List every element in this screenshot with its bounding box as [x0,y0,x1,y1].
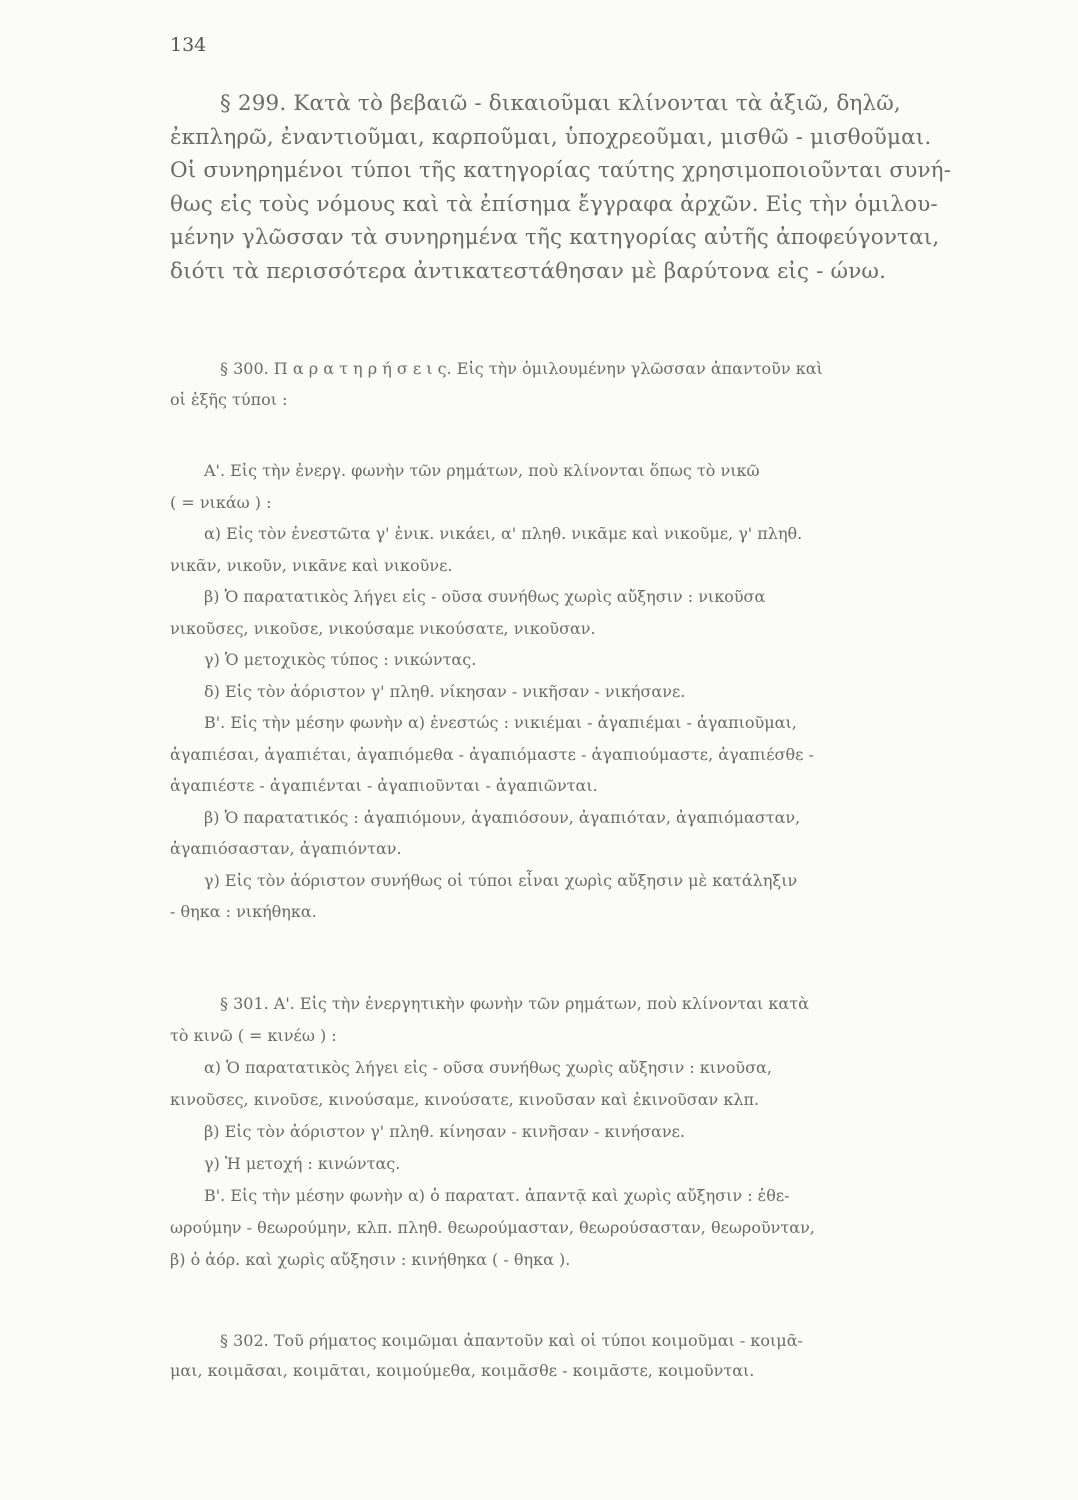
section-300-heading [170,353,1035,415]
section-302 [170,1326,1035,1386]
text-line: Β'. Εἰς τὴν μέσην φωνὴν α) ὁ παρατατ. ἀπαντᾷ καὶ χωρὶς αὔξησιν : ἐθε- [204,1186,790,1205]
text-line: β) ὁ ἀόρ. καὶ χωρὶς αὔξησιν : κινήθηκα ( - θηκα ). [170,1250,571,1269]
text-line: θως εἰς τοὺς νόμους καὶ τὰ ἐπίσημα ἔγγραφα ἀρχῶν. Εἰς τὴν ὁμιλου- [170,191,938,217]
text-line: ωρούμην - θεωρούμην, κλπ. πληθ. θεωρούμασταν, θεωρούσασταν, θεωροῦνταν, [170,1218,815,1237]
text-line: γ) Εἰς τὸν ἀόριστον συνήθως οἱ τύποι εἶναι χωρὶς αὔξησιν μὲ κατάληξιν [204,870,798,890]
text-line: νικᾶν, νικοῦν, νικᾶνε καὶ νικοῦνε. [170,555,453,575]
text-line: Α'. Εἰς τὴν ἐνεργ. φωνὴν τῶν ρημάτων, ποὺ κλίνονται ὅπως τὸ νικῶ [204,461,760,480]
text-line: ἀγαπιέστε - ἀγαπιένται - ἀγαπιοῦνται - ἀγαπιῶνται. [170,776,598,795]
text-line: ἀγαπιέσαι, ἀγαπιέται, ἀγαπιόμεθα - ἀγαπιόμαστε - ἀγαπιούμαστε, ἀγαπιέσθε - [170,744,814,764]
section-300-body [170,455,1035,928]
text-line: ( = νικάω ) : [170,492,272,512]
text-line: διότι τὰ περισσότερα ἀντικατεστάθησαν μὲ βαρύτονα εἰς - ώνω. [170,258,887,284]
text-line: § 299. Κατὰ τὸ βεβαιῶ - δικαιοῦμαι κλίνονται τὰ ἀξιῶ, δηλῶ, [220,91,901,116]
text-line: Β'. Εἰς τὴν μέσην φωνὴν α) ἐνεστώς : νικιέμαι - ἀγαπιέμαι - ἀγαπιοῦμαι, [204,713,797,732]
text-line: μένην γλῶσσαν τὰ συνηρημένα τῆς κατηγορίας αὐτῆς ἀποφεύγονται, [170,225,940,250]
text-line: - θηκα : νικήθηκα. [170,902,317,921]
text-line: νικοῦσες, νικοῦσε, νικούσαμε νικούσατε, νικοῦσαν. [170,618,596,638]
text-line: γ) Ἡ μετοχή : κινώντας. [204,1154,401,1173]
text-line: ἀγαπιόσασταν, ἀγαπιόνταν. [170,839,402,858]
text-line: οἱ ἑξῆς τύποι : [170,390,288,409]
page-number: 134 [170,34,207,56]
text-line: β) Εἰς τὸν ἀόριστον γ' πληθ. κίνησαν - κινῆσαν - κινήσανε. [204,1122,685,1141]
text-line: β) Ὁ παρατατικὸς λήγει εἰς - οῦσα συνήθως χωρὶς αὔξησιν : νικοῦσα [204,587,766,606]
section-299 [170,87,1035,288]
section-301 [170,988,1035,1276]
text-line: α) Εἰς τὸν ἐνεστῶτα γ' ἑνικ. νικάει, α' πληθ. νικᾶμε καὶ νικοῦμε, γ' πληθ. [204,524,803,543]
text-line: δ) Εἰς τὸν ἀόριστον γ' πληθ. νίκησαν - νικῆσαν - νικήσανε. [204,681,686,701]
text-line: γ) Ὁ μετοχικὸς τύπος : νικώντας. [204,650,477,669]
text-line: § 302. Τοῦ ρήματος κοιμῶμαι ἀπαντοῦν καὶ οἱ τύποι κοιμοῦμαι - κοιμᾶ- [220,1331,803,1350]
text-line: ἐκπληρῶ, ἐναντιοῦμαι, καρποῦμαι, ὑποχρεοῦμαι, μισθῶ - μισθοῦμαι. [170,124,932,150]
text-line: § 301. Α'. Εἰς τὴν ἐνεργητικὴν φωνὴν τῶν ρημάτων, ποὺ κλίνονται κατὰ [220,994,809,1013]
text-line: Οἱ συνηρημένοι τύποι τῆς κατηγορίας ταύτης χρησιμοποιοῦνται συνή- [170,158,952,183]
text-line: α) Ὁ παρατατικὸς λήγει εἰς - οῦσα συνήθως χωρὶς αὔξησιν : κινοῦσα, [204,1058,772,1077]
text-line: β) Ὁ παρατατικός : ἀγαπιόμουν, ἀγαπιόσουν, ἀγαπιόταν, ἀγαπιόμασταν, [204,807,801,827]
text-line: τὸ κινῶ ( = κινέω ) : [170,1026,337,1045]
text-line: § 300. Π α ρ α τ η ρ ή σ ε ι ς. Εἰς τὴν ὁμιλουμένην γλῶσσαν ἀπαντοῦν καὶ [220,359,823,378]
text-line: μαι, κοιμᾶσαι, κοιμᾶται, κοιμούμεθα, κοιμᾶσθε - κοιμᾶστε, κοιμοῦνται. [170,1361,755,1380]
text-line: κινοῦσες, κινοῦσε, κινούσαμε, κινούσατε, κινοῦσαν καὶ ἐκινοῦσαν κλπ. [170,1090,760,1109]
